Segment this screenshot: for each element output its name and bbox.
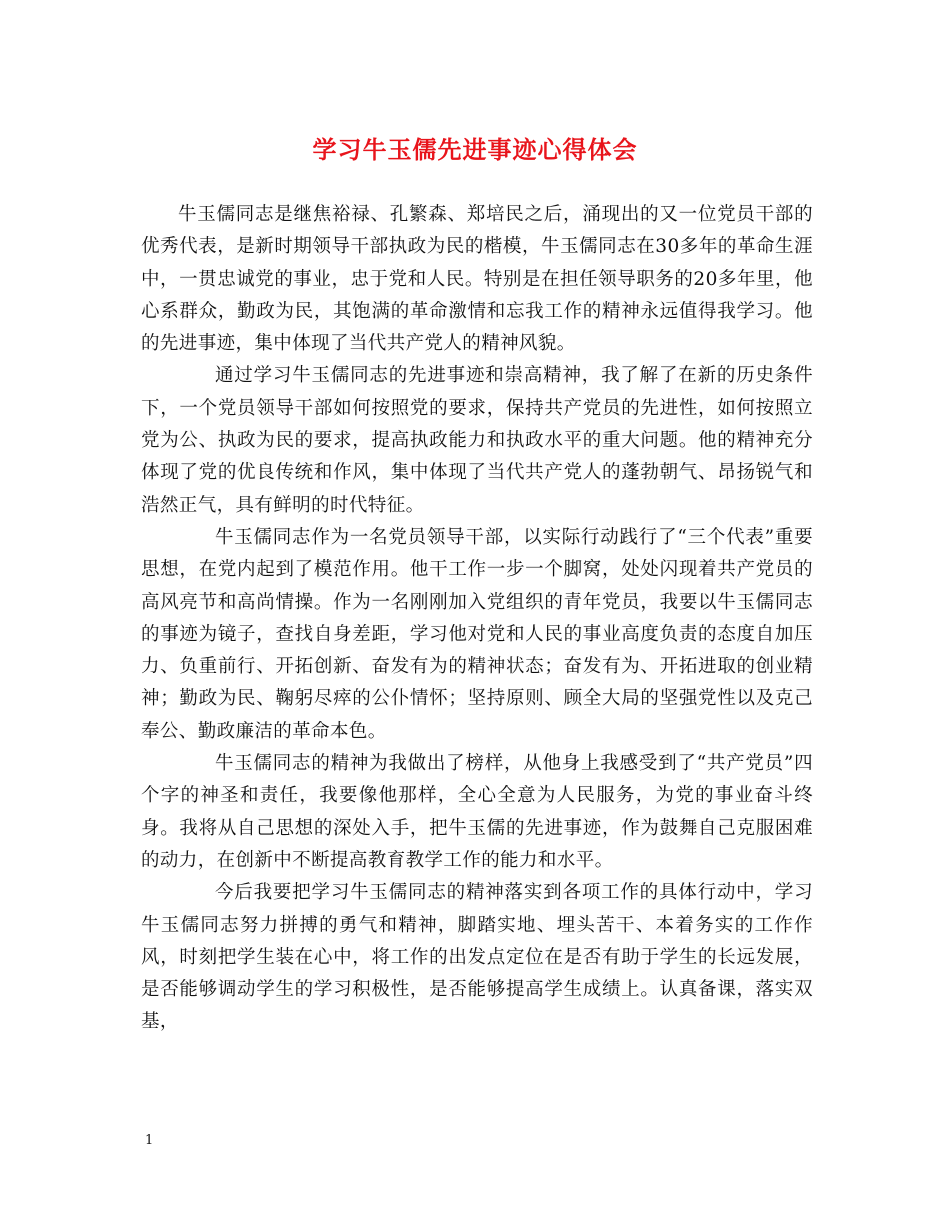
paragraph-3: 牛玉儒同志作为一名党员领导干部，以实际行动践行了“三个代表”重要思想，在党内起到了模范作用。他干工作一步一个脚窝，处处闪现着共产党员的高风亮节和高尚情操。作为一名刚刚加入党组织的青年党员，我要以牛玉儒同志的事迹为镜子，查找自身差距，学习他对党和人民的事业高度负责的态度自加压力、负重前行、开拓创新、奋发有为的精神状态；奋发有为、开拓进取的创业精神；勤政为民、鞠躬尽瘁的公仆情怀；坚持原则、顾全大局的坚强党性以及克己奉公、勤政廉洁的革命本色。 — [141, 526, 813, 742]
paragraph-5: 今后我要把学习牛玉儒同志的精神落实到各项工作的具体行动中，学习牛玉儒同志努力拼搏的勇气和精神，脚踏实地、埋头苦干、本着务实的工作作风，时刻把学生装在心中，将工作的出发点定位在是否有助于学生的长远发展，是否能够调动学生的学习积极性，是否能够提高学生成绩上。认真备课，落实双基， — [141, 882, 813, 1033]
document-title: 学习牛玉儒先进事迹心得体会 — [312, 135, 638, 164]
paragraph-2: 通过学习牛玉儒同志的先进事迹和崇高精神，我了解了在新的历史条件下，一个党员领导干部如何按照党的要求，保持共产党员的先进性，如何按照立党为公、执政为民的要求，提高执政能力和执政水平的重大问题。他的精神充分体现了党的优良传统和作风，集中体现了当代共产党人的蓬勃朝气、昂扬锐气和浩然正气，具有鲜明的时代特征。 — [141, 365, 813, 516]
paragraph-4: 牛玉儒同志的精神为我做出了榜样，从他身上我感受到了“共产党员”四个字的神圣和责任，我要像他那样，全心全意为人民服务，为党的事业奋斗终身。我将从自己思想的深处入手，把牛玉儒的先进事迹，作为鼓舞自己克服困难的动力，在创新中不断提高教育教学工作的能力和水平。 — [141, 753, 813, 871]
paragraph-1: 牛玉儒同志是继焦裕禄、孔繁森、郑培民之后，涌现出的又一位党员干部的优秀代表，是新时期领导干部执政为民的楷模，牛玉儒同志在30多年的革命生涯中，一贯忠诚党的事业，忠于党和人民。特别是在担任领导职务的20多年里，他心系群众，勤政为民，其饱满的革命激情和忘我工作的精神永远值得我学习。他的先进事迹，集中体现了当代共产党人的精神风貌。 — [141, 204, 813, 355]
page-number: 1 — [145, 1133, 154, 1148]
document-body — [141, 199, 813, 1039]
